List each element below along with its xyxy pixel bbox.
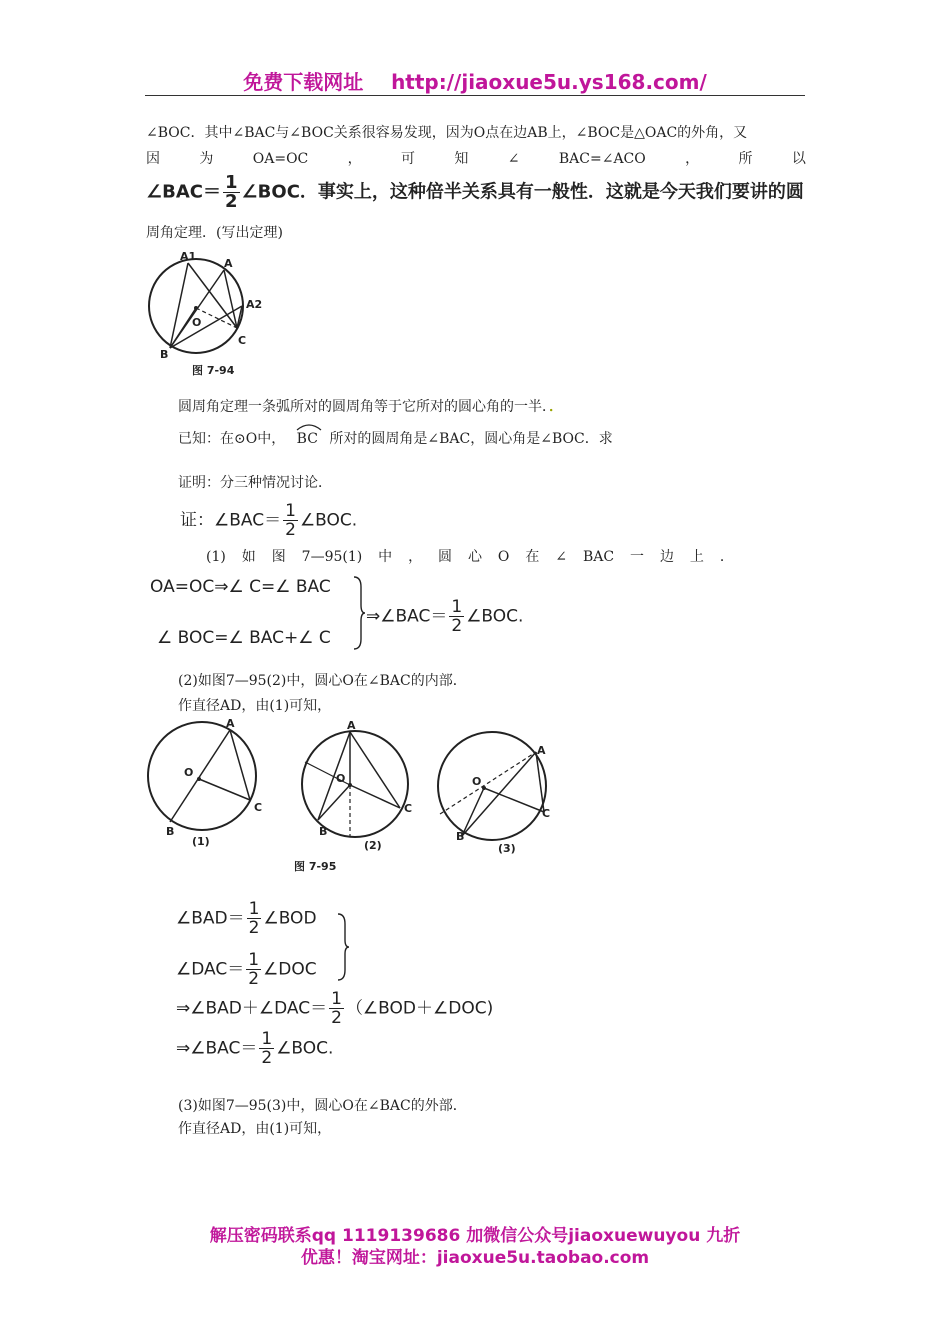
label-a: A <box>224 257 233 270</box>
fraction <box>223 174 240 211</box>
segment <box>199 779 250 800</box>
case1-heading <box>206 548 734 566</box>
center-point <box>482 786 486 790</box>
label-a1: A1 <box>180 250 197 263</box>
word: 一 <box>630 549 644 565</box>
word: 如 <box>241 549 256 565</box>
eq-rhs: （∠BOD＋∠DOC) <box>345 998 494 1019</box>
label-c: C <box>238 334 247 347</box>
figure-7-95 <box>140 718 570 880</box>
figure-7-94 <box>144 248 274 378</box>
fraction-denominator: 2 <box>451 616 463 636</box>
label-c: C <box>404 802 413 815</box>
case2-eq3 <box>176 990 493 1027</box>
header-divider <box>145 95 805 96</box>
proof-intro: 证明：分三种情况讨论． <box>178 475 332 491</box>
circle-2 <box>302 731 408 837</box>
eq-rhs: ∠BOC. <box>276 1038 334 1059</box>
fraction-numerator: 1 <box>248 950 260 970</box>
word: 以 <box>791 151 806 167</box>
fraction <box>329 990 344 1027</box>
circle-3 <box>438 732 546 840</box>
prove-lhs: 证：∠BAC＝ <box>180 510 282 531</box>
label-a: A <box>226 718 235 730</box>
word: 7—95(1) <box>301 549 363 565</box>
center-point <box>348 783 352 787</box>
fraction-numerator: 1 <box>225 172 238 193</box>
fraction-numerator: 1 <box>261 1029 273 1049</box>
fraction-numerator: 1 <box>285 501 296 521</box>
header-url-link[interactable]: http://jiaoxue5u.ys168.com/ <box>391 70 707 94</box>
right-brace-icon <box>336 912 350 982</box>
word: 边 <box>659 549 674 565</box>
intro-line4: 周角定理．(写出定理) <box>146 225 283 241</box>
intro-line2 <box>146 150 806 168</box>
theorem-body: 圆周角定理一条弧所对的圆周角等于它所对的圆心角的一半． <box>178 399 549 415</box>
header-site-label: 免费下载网址 <box>243 70 364 94</box>
fraction-denominator: 2 <box>248 918 260 938</box>
header-banner <box>0 66 950 95</box>
figure-7-94-caption: 图 7-94 <box>192 364 235 377</box>
word: 上 <box>689 549 704 565</box>
prove-statement <box>180 502 357 539</box>
given-prefix: 已知：在⊙O中， <box>178 431 286 447</box>
word: 中 <box>378 549 393 565</box>
footer-line2[interactable]: 优惠！淘宝网址：jiaoxue5u.taobao.com <box>300 1248 650 1268</box>
label-c: C <box>254 801 263 814</box>
word: OA=OC <box>252 151 309 167</box>
word: 圆 <box>438 549 453 565</box>
result-lhs: ⇒∠BAC＝ <box>366 606 448 627</box>
word: ∠ <box>507 151 520 167</box>
label-b: B <box>456 830 465 843</box>
case1-eq2: ∠ BOC=∠ BAC+∠ C <box>157 628 331 648</box>
segment <box>196 308 237 328</box>
given-line <box>178 430 613 448</box>
word: 可 <box>401 151 416 167</box>
label-c: C <box>542 807 551 820</box>
label-o: O <box>472 775 482 788</box>
segment <box>462 788 484 836</box>
word: (1) <box>206 549 226 565</box>
word: 所 <box>738 151 753 167</box>
case2-eq1 <box>176 900 317 937</box>
label-a2: A2 <box>246 298 263 311</box>
sub-caption-3: (3) <box>498 842 516 855</box>
footer-line1: 解压密码联系qq 1119139686 加微信公众号jiaoxuewuyou 九折 <box>209 1226 741 1246</box>
fraction <box>247 900 262 937</box>
eq-rhs: ∠BOD <box>263 908 317 929</box>
word: ， <box>347 151 362 167</box>
label-a: A <box>347 719 356 732</box>
case3-line1: (3)如图7—95(3)中，圆心O在∠BAC的外部． <box>178 1098 467 1114</box>
fraction-denominator: 2 <box>225 191 238 212</box>
word: ． <box>719 549 734 565</box>
word: ∠ <box>555 549 567 565</box>
case2-eq4 <box>176 1030 333 1067</box>
word: BAC <box>582 549 615 565</box>
word: 知 <box>454 151 469 167</box>
case2-eq2 <box>176 951 317 988</box>
fraction-denominator: 2 <box>248 969 260 989</box>
intro-line1: ∠BOC．其中∠BAC与∠BOC关系很容易发现，因为O点在边AB上，∠BOC是△OAC的外角，又 <box>146 125 748 141</box>
intro-formula <box>146 174 804 211</box>
result-rhs: ∠BOC. <box>466 606 524 627</box>
eq-lhs: ⇒∠BAD＋∠DAC＝ <box>176 998 328 1019</box>
arc-mark-icon <box>296 423 322 431</box>
circle-1 <box>148 722 256 830</box>
label-b: B <box>319 825 328 838</box>
eq-rhs: ∠DOC <box>263 959 317 980</box>
word: 因 <box>146 151 160 167</box>
word: ， <box>408 549 423 565</box>
word: O <box>497 549 510 565</box>
word: 图 <box>271 549 286 565</box>
fraction-denominator: 2 <box>331 1008 342 1028</box>
fraction-denominator: 2 <box>285 520 296 540</box>
segment <box>440 752 536 814</box>
case1-eq1: OA=OC⇒∠ C=∠ BAC <box>150 577 331 597</box>
label-b: B <box>160 348 169 361</box>
fraction <box>246 951 261 988</box>
center-point <box>194 306 198 310</box>
label-o: O <box>336 772 346 785</box>
theorem-text <box>178 398 563 416</box>
fraction-numerator: 1 <box>248 899 260 919</box>
fraction-numerator: 1 <box>451 597 463 617</box>
arc-bc <box>294 430 321 448</box>
sub-caption-1: (1) <box>192 835 210 848</box>
right-brace-icon <box>352 575 366 651</box>
word: ， <box>685 151 700 167</box>
figure-7-95-caption: 图 7-95 <box>294 860 337 873</box>
case2-line1: (2)如图7—95(2)中，圆心O在∠BAC的内部． <box>178 673 467 689</box>
arc-label: BC <box>296 431 318 447</box>
center-point <box>197 777 201 781</box>
formula-lhs: ∠BAC＝ <box>146 181 221 203</box>
case3-line2: 作直径AD，由(1)可知， <box>178 1121 332 1137</box>
fraction <box>449 598 464 635</box>
segment <box>318 785 350 820</box>
eq-lhs: ⇒∠BAC＝ <box>176 1038 258 1059</box>
label-b: B <box>166 825 175 838</box>
marker-dot-icon: ． <box>549 399 563 415</box>
word: 在 <box>525 549 540 565</box>
fraction <box>259 1030 274 1067</box>
prove-rhs: ∠BOC. <box>299 510 358 531</box>
word: 心 <box>467 549 482 565</box>
fraction <box>283 502 298 539</box>
eq-lhs: ∠DAC＝ <box>176 959 245 980</box>
label-o: O <box>192 316 202 329</box>
label-a: A <box>537 744 546 757</box>
case2-line2: 作直径AD，由(1)可知， <box>178 698 332 714</box>
label-o: O <box>184 766 194 779</box>
case1-result <box>366 598 523 635</box>
sub-caption-2: (2) <box>364 839 382 852</box>
fraction-denominator: 2 <box>261 1048 273 1068</box>
word: BAC=∠ACO <box>558 151 646 167</box>
fraction-numerator: 1 <box>331 989 342 1009</box>
segment <box>170 730 230 822</box>
given-suffix: 所对的圆周角是∠BAC，圆心角是∠BOC．求 <box>329 431 613 447</box>
segment <box>230 730 250 800</box>
formula-rhs: ∠BOC．事实上，这种倍半关系具有一般性．这就是今天我们要讲的圆 <box>241 181 804 203</box>
eq-lhs: ∠BAD＝ <box>176 908 245 929</box>
word: 为 <box>199 151 214 167</box>
